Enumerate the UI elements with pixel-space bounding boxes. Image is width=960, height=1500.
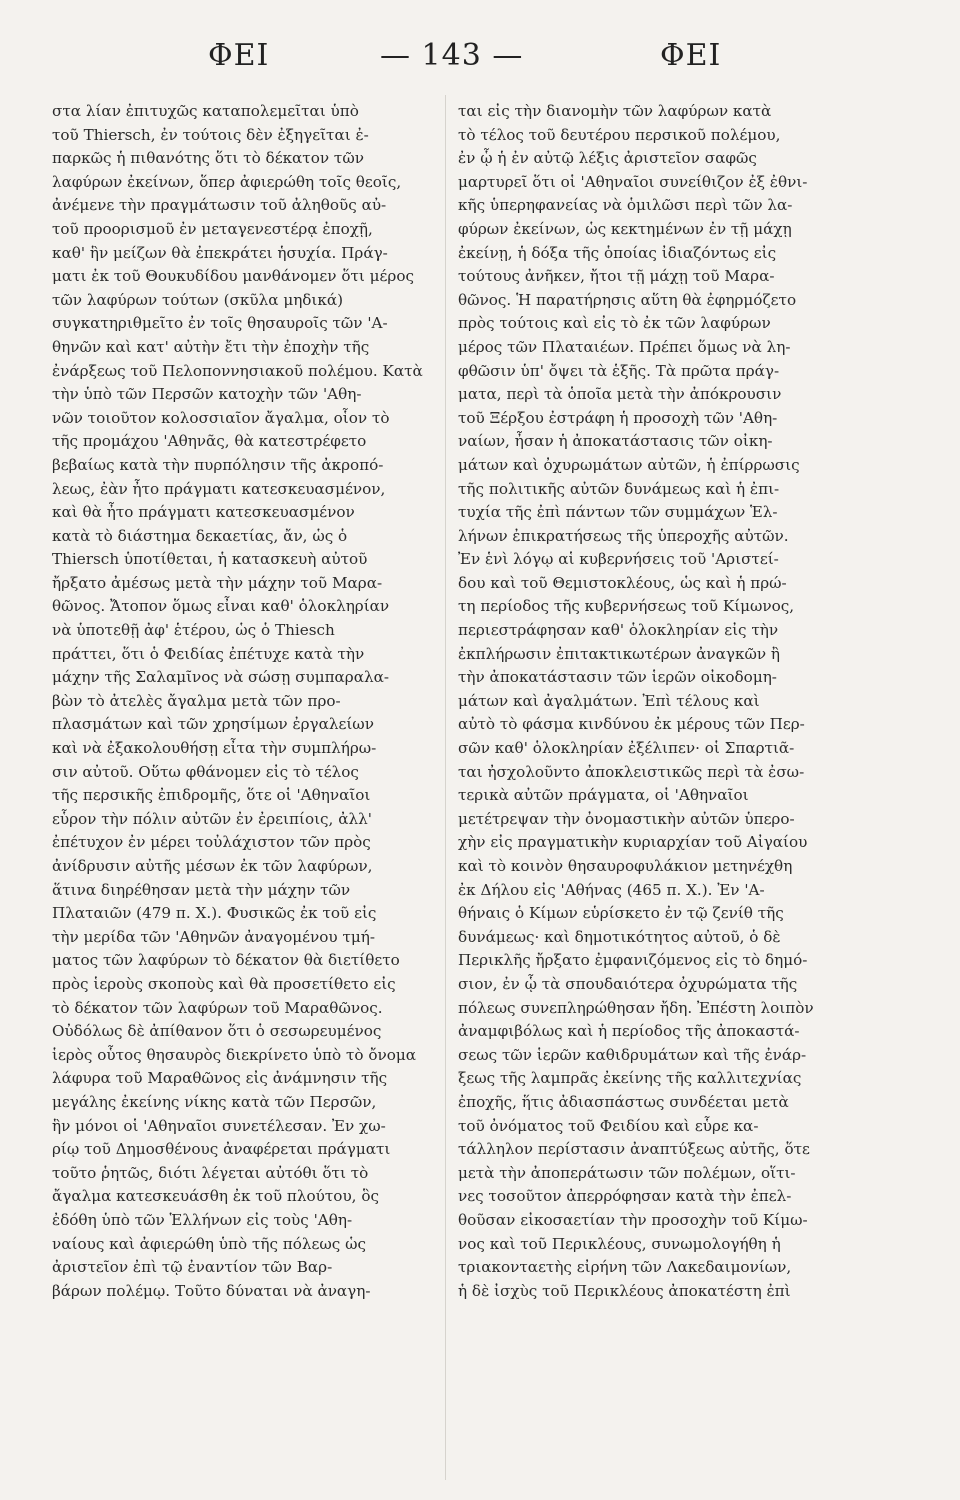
text-line: ται ἠσχολοῦντο ἀποκλειστικῶς περὶ τὰ ἐσω- <box>458 762 805 781</box>
text-line: τοῦ Ξέρξου ἐστράφη ἡ προσοχὴ τῶν 'Αθη- <box>458 408 778 427</box>
text-line: καθ' ἣν μείζων θὰ ἐπεκράτει ἡσυχία. Πράγ- <box>52 243 388 262</box>
text-line: τοῦ προορισμοῦ ἐν μεταγενεστέρᾳ ἐποχῇ, <box>52 219 373 238</box>
text-line: ἡ δὲ ἰσχὺς τοῦ Περικλέους ἀποκατέστη ἐπὶ <box>458 1281 791 1300</box>
text-line: μάχην τῆς Σαλαμῖνος νὰ σώσῃ συμπαραλα- <box>52 668 390 687</box>
text-line: αὐτὸ τὸ φάσμα κινδύνου ἐκ μέρους τῶν Περ- <box>458 715 805 734</box>
text-line: ἄγαλμα κατεσκευάσθη ἐκ τοῦ πλούτου, ὃς <box>52 1187 379 1206</box>
text-line: νος καὶ τοῦ Περικλέους, συνωμολογήθη ἡ <box>458 1234 781 1253</box>
text-line: κατὰ τὸ διάστημα δεκαετίας, ἄν, ὡς ὁ <box>52 526 348 545</box>
text-line: δυνάμεως· καὶ δημοτικότητος αὐτοῦ, ὁ δὲ <box>458 927 781 946</box>
text-line: τῆς περσικῆς ἐπιδρομῆς, ὅτε οἱ 'Αθηναῖοι <box>52 786 371 805</box>
text-line: Ἐν ἑνὶ λόγῳ αἱ κυβερνήσεις τοῦ 'Αριστεί- <box>458 550 779 569</box>
text-line: ἀριστεῖον ἐπὶ τῷ ἐναντίον τῶν Βαρ- <box>52 1258 333 1277</box>
text-line: Πλαταιῶν (479 π. Χ.). Φυσικῶς ἐκ τοῦ εἰς <box>52 904 377 923</box>
text-line: παρκῶς ἡ πιθανότης ὅτι τὸ δέκατον τῶν <box>52 149 364 168</box>
text-line: τὴν μερίδα τῶν 'Αθηνῶν ἀναγομένου τμή- <box>52 927 375 946</box>
text-line: συγκατηριθμεῖτο ἐν τοῖς θησαυροῖς τῶν 'Α- <box>52 314 388 333</box>
text-line: ρίῳ τοῦ Δημοσθένους ἀναφέρεται πράγματι <box>52 1140 391 1159</box>
text-line: τούτους ἀνῆκεν, ἤτοι τῇ μάχῃ τοῦ Μαρα- <box>458 267 775 286</box>
text-line: τοῦ Thiersch, ἐν τούτοις δὲν ἐξηγεῖται ἐ- <box>52 125 369 144</box>
text-line: θοῦσαν εἰκοσαετίαν τὴν προσοχὴν τοῦ Κίμω- <box>458 1210 808 1229</box>
text-line: θήναις ὁ Κίμων εὑρίσκετο ἐν τῷ ζενίθ τῆς <box>458 904 784 923</box>
text-line: ἀναμφιβόλως καὶ ἡ περίοδος τῆς ἀποκαστά- <box>458 1022 800 1041</box>
text-line: ἣν μόνοι οἱ 'Αθηναῖοι συνετέλεσαν. Ἐν χω- <box>52 1116 386 1135</box>
text-line: ματι ἐκ τοῦ Θουκυδίδου μανθάνομεν ὅτι μέρος <box>52 267 414 286</box>
text-line: μεγάλης ἐκείνης νίκης κατὰ τῶν Περσῶν, <box>52 1092 377 1111</box>
text-line: ξεως τῆς λαμπρᾶς ἐκείνης τῆς καλλιτεχνίας <box>458 1069 802 1088</box>
text-line: νὰ ὑποτεθῇ ἀφ' ἑτέρου, ὡς ὁ Thiesch <box>52 621 335 640</box>
text-line: πλασμάτων καὶ τῶν χρησίμων ἐργαλείων <box>52 715 374 734</box>
text-line: σιον, ἐν ᾧ τὰ σπουδαιότερα ὀχυρώματα τῆς <box>458 974 798 993</box>
text-line: μετὰ τὴν ἀποπεράτωσιν τῶν πολέμων, οἵτι- <box>458 1163 796 1182</box>
text-line: πρὸς τούτοις καὶ εἰς τὸ ἐκ τῶν λαφύρων <box>458 314 771 333</box>
text-line: χὴν εἰς πραγματικὴν κυριαρχίαν τοῦ Αἰγαίου <box>458 833 808 852</box>
text-line: τερικὰ αὐτῶν πράγματα, οἱ 'Αθηναῖοι <box>458 786 749 805</box>
text-line: φθῶσιν ὑπ' ὄψει τὰ ἑξῆς. Τὰ πρῶτα πράγ- <box>458 361 780 380</box>
text-line: ματα, περὶ τὰ ὁποῖα μετὰ τὴν ἀπόκρουσιν <box>458 385 782 404</box>
text-line: ἐκπλήρωσιν ἐπιτακτικωτέρων ἀναγκῶν ἢ <box>458 644 781 663</box>
text-line: Περικλῆς ἤρξατο ἐμφανιζόμενος εἰς τὸ δημό- <box>458 951 808 970</box>
text-line: τοῦ ὀνόματος τοῦ Φειδίου καὶ εὗρε κα- <box>458 1116 759 1135</box>
text-line: τῆς πολιτικῆς αὐτῶν δυνάμεως καὶ ἡ ἐπι- <box>458 479 780 498</box>
text-line: πόλεως συνεπληρώθησαν ἤδη. Ἐπέστη λοιπὸν <box>458 998 814 1017</box>
text-line: Thiersch ὑποτίθεται, ἡ κατασκευὴ αὐτοῦ <box>52 550 368 569</box>
text-line: ναίων, ἦσαν ἡ ἀποκατάστασις τῶν οἰκη- <box>458 432 773 451</box>
text-line: ἀνίδρυσιν αὐτῆς μέσων ἐκ τῶν λαφύρων, <box>52 857 373 875</box>
text-line: καὶ θὰ ἦτο πράγματι κατεσκευασμένον <box>52 503 355 522</box>
text-line: ἐνάρξεως τοῦ Πελοποννησιακοῦ πολέμου. Κατὰ <box>52 361 423 380</box>
text-line: ἱερὸς οὗτος θησαυρὸς διεκρίνετο ὑπὸ τὸ ὄνομα <box>52 1045 417 1064</box>
text-line: σῶν καθ' ὁλοκληρίαν ἐξέλιπεν· οἱ Σπαρτιᾶ- <box>458 739 795 758</box>
text-line: ἐπέτυχον ἐν μέρει τοὐλάχιστον τῶν πρὸς <box>52 833 371 852</box>
text-line: βὼν τὸ ἀτελὲς ἄγαλμα μετὰ τῶν προ- <box>52 691 341 710</box>
text-line: σιν αὐτοῦ. Οὕτω φθάνομεν εἰς τὸ τέλος <box>52 762 359 781</box>
text-line: μαρτυρεῖ ὅτι οἱ 'Αθηναῖοι συνείθιζον ἐξ ἐθνι- <box>458 172 808 191</box>
column-gutter <box>445 95 446 1480</box>
page-number: — 143 — <box>380 38 524 73</box>
text-line: λεως, ἐὰν ἦτο πράγματι κατεσκευασμένον, <box>52 479 386 498</box>
text-line: θῶνος. Ἡ παρατήρησις αὕτη θὰ ἐφηρμόζετο <box>458 290 797 309</box>
text-line: ἀνέμενε τὴν πραγμάτωσιν τοῦ ἀληθοῦς αὐ- <box>52 196 387 215</box>
text-line: τὴν ἀποκατάστασιν τῶν ἱερῶν οἰκοδομη- <box>458 668 777 687</box>
text-line: περιεστράφησαν καθ' ὁλοκληρίαν εἰς τὴν <box>458 621 779 640</box>
running-header <box>0 38 960 78</box>
text-line: δου καὶ τοῦ Θεμιστοκλέους, ὡς καὶ ἡ πρώ- <box>458 573 787 592</box>
text-line: Οὐδόλως δὲ ἀπίθανον ὅτι ὁ σεσωρευμένος <box>52 1022 382 1041</box>
right-text-column <box>458 100 868 1303</box>
text-line: καὶ νὰ ἐξακολουθήσῃ εἶτα τὴν συμπλήρω- <box>52 739 377 758</box>
text-line: μέρος τῶν Πλαταιέων. Πρέπει ὅμως νὰ λη- <box>458 337 791 356</box>
text-line: λάφυρα τοῦ Μαραθῶνος εἰς ἀνάμνησιν τῆς <box>52 1069 388 1088</box>
text-line: νῶν τοιοῦτον κολοσσιαῖον ἄγαλμα, οἷον τὸ <box>52 408 390 427</box>
text-line: βεβαίως κατὰ τὴν πυρπόλησιν τῆς ἀκροπό- <box>52 455 384 474</box>
text-line: τῶν λαφύρων τούτων (σκῦλα μηδικά) <box>52 290 344 309</box>
text-line: ἐποχῆς, ἥτις ἀδιασπάστως συνδέεται μετὰ <box>458 1092 789 1111</box>
text-line: ἤρξατο ἀμέσως μετὰ τὴν μάχην τοῦ Μαρα- <box>52 573 383 592</box>
header-right-keyword: ΦΕΙ <box>660 38 722 73</box>
text-line: τη περίοδος τῆς κυβερνήσεως τοῦ Κίμωνος, <box>458 597 795 616</box>
text-line: μάτων καὶ ἀγαλμάτων. Ἐπὶ τέλους καὶ <box>458 691 760 710</box>
text-line: ται εἰς τὴν διανομὴν τῶν λαφύρων κατὰ <box>458 102 772 120</box>
text-line: τάλληλον περίστασιν ἀναπτύξεως αὐτῆς, ὅτε <box>458 1140 810 1159</box>
text-line: στα λίαν ἐπιτυχῶς καταπολεμεῖται ὑπὸ <box>52 102 359 120</box>
text-line: βάρων πολέμῳ. Τοῦτο δύναται νὰ ἀναγη- <box>52 1281 371 1300</box>
text-line: μετέτρεψαν τὴν ὀνομαστικὴν αὐτῶν ὑπερο- <box>458 809 795 828</box>
text-line: εὗρον τὴν πόλιν αὐτῶν ἐν ἐρειπίοις, ἀλλ' <box>52 809 372 828</box>
text-line: πρὸς ἱεροὺς σκοποὺς καὶ θὰ προσετίθετο εἰς <box>52 974 396 993</box>
text-line: σεως τῶν ἱερῶν καθιδρυμάτων καὶ τῆς ἐνάρ- <box>458 1045 807 1064</box>
text-line: θῶνος. Ἄτοπον ὅμως εἶναι καθ' ὁλοκληρίαν <box>52 597 390 616</box>
text-line: θηνῶν καὶ κατ' αὐτὴν ἔτι τὴν ἐποχὴν τῆς <box>52 337 370 356</box>
text-line: ἐκείνῃ, ἡ δόξα τῆς ὁποίας ἰδιαζόντως εἰς <box>458 243 777 262</box>
text-line: μάτων καὶ ὀχυρωμάτων αὐτῶν, ἡ ἐπίρρωσις <box>458 455 800 474</box>
text-line: ἅτινα διηρέθησαν μετὰ τὴν μάχην τῶν <box>52 880 351 899</box>
text-line: ἐκ Δήλου εἰς 'Αθήνας (465 π. Χ.). Ἐν 'Α- <box>458 880 765 899</box>
text-line: πράττει, ὅτι ὁ Φειδίας ἐπέτυχε κατὰ τὴν <box>52 644 365 663</box>
text-line: λήνων ἐπικρατήσεως τῆς ὑπεροχῆς αὐτῶν. <box>458 526 789 545</box>
text-line: τυχία τῆς ἐπὶ πάντων τῶν συμμάχων Ἑλ- <box>458 503 778 522</box>
text-line: τὴν ὑπὸ τῶν Περσῶν κατοχὴν τῶν 'Αθη- <box>52 385 362 404</box>
text-line: τὸ τέλος τοῦ δευτέρου περσικοῦ πολέμου, <box>458 125 781 144</box>
text-line: ματος τῶν λαφύρων τὸ δέκατον θὰ διετίθετο <box>52 951 400 970</box>
left-text-column <box>52 100 462 1303</box>
text-line: ἐδόθη ὑπὸ τῶν Ἑλλήνων εἰς τοὺς 'Αθη- <box>52 1210 353 1229</box>
text-line: κῆς ὑπερηφανείας νὰ ὁμιλῶσι περὶ τῶν λα- <box>458 196 793 215</box>
text-line: τὸ δέκατον τῶν λαφύρων τοῦ Μαραθῶνος. <box>52 998 383 1017</box>
text-line: λαφύρων ἐκείνων, ὅπερ ἀφιερώθη τοῖς θεοῖς, <box>52 172 402 191</box>
text-line: τοῦτο ῥητῶς, διότι λέγεται αὐτόθι ὅτι τὸ <box>52 1163 369 1182</box>
text-line: καὶ τὸ κοινὸν θησαυροφυλάκιον μετηνέχθη <box>458 857 793 875</box>
text-line: τριακονταετὴς εἰρήνη τῶν Λακεδαιμονίων, <box>458 1258 792 1277</box>
text-line: ναίους καὶ ἀφιερώθη ὑπὸ τῆς πόλεως ὡς <box>52 1234 367 1253</box>
header-left-keyword: ΦΕΙ <box>208 38 270 73</box>
text-line: νες τοσοῦτον ἀπερρόφησαν κατὰ τὴν ἐπελ- <box>458 1187 792 1206</box>
text-line: τῆς προμάχου 'Αθηνᾶς, θὰ κατεστρέφετο <box>52 432 367 451</box>
text-line: φύρων ἐκείνων, ὡς κεκτημένων ἐν τῇ μάχῃ <box>458 219 792 238</box>
text-line: ἐν ᾧ ἡ ἐν αὐτῷ λέξις ἀριστεῖον σαφῶς <box>458 149 757 168</box>
